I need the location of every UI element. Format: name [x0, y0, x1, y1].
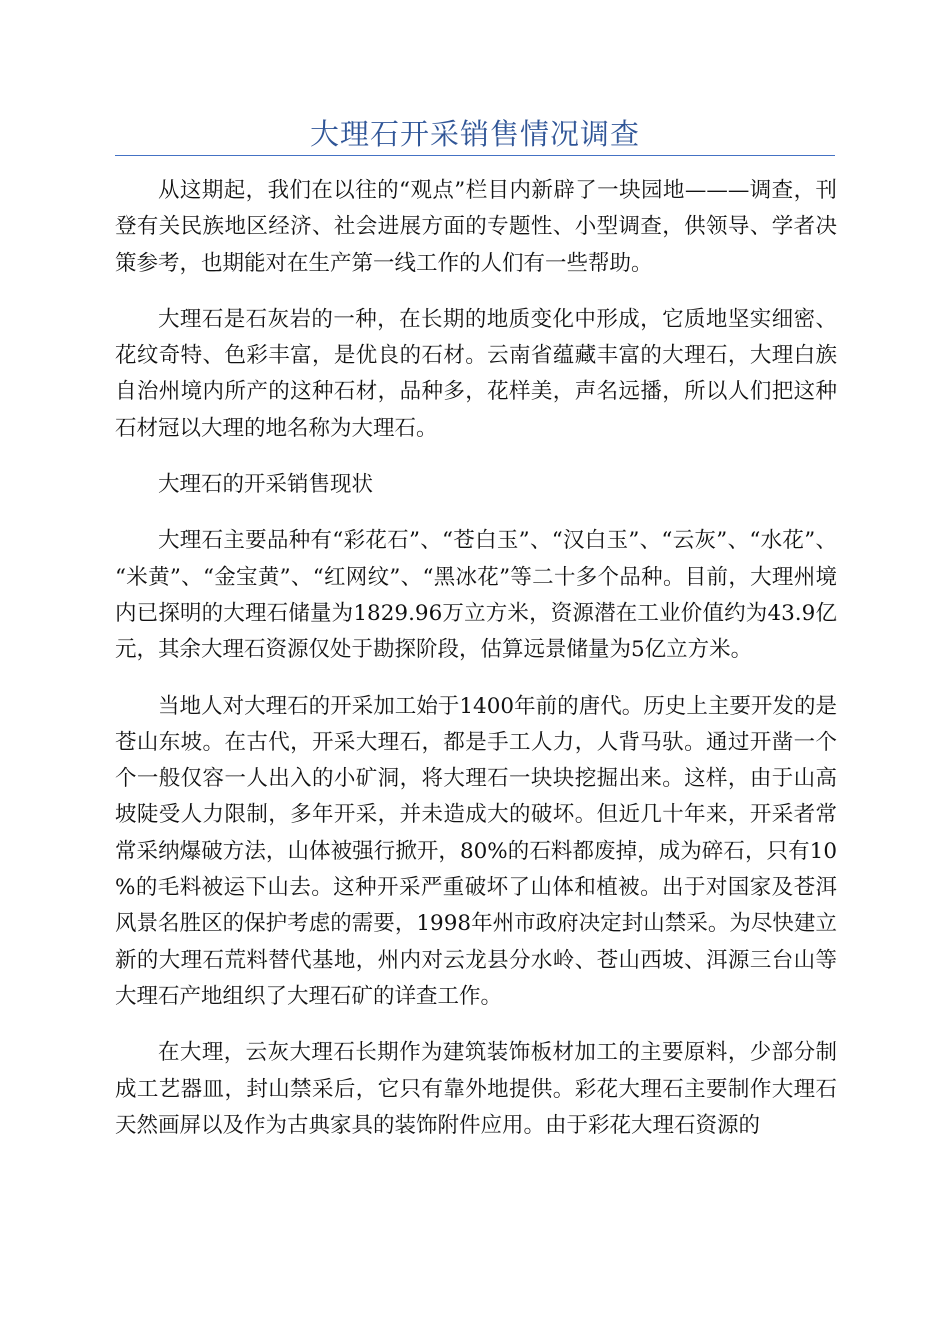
paragraph-intro: 从这期起，我们在以往的“观点”栏目内新辟了一块园地———调查，刊登有关民族地区经济、社会进展方面的专题性、小型调查，供领导、学者决策参考，也期能对在生产第一线工作的人们有一些帮助。 — [115, 178, 837, 276]
paragraph-mining-history: 当地人对大理石的开采加工始于1400年前的唐代。历史上主要开发的是苍山东坡。在古代，开采大理石，都是手工人力，人背马驮。通过开凿一个个一般仅容一人出入的小矿洞，将大理石一块块挖掘出来。这样，由于山高坡陡受人力限制，多年开采，并未造成大的破坏。但近几十年来，开采者常常采纳爆破方法，山体被强行掀开，80%的石料都废掉，成为碎石，只有10%的毛料被运下山去。这种开采严重破坏了山体和植被。出于对国家及苍洱风景名胜区的保护考虑的需要，1998年州市政府决定封山禁采。为尽快建立新的大理石荒料替代基地，州内对云龙县分水岭、苍山西坡、洱源三台山等大理石产地组织了大理石矿的详查工作。 — [115, 693, 837, 1009]
section-heading-status: 大理石的开采销售现状 — [158, 472, 374, 498]
paragraph-varieties-reserves: 大理石主要品种有“彩花石”、“苍白玉”、“汉白玉”、“云灰”、“水花”、“米黄”、“金宝黄”、“红网纹”、“黑冰花”等二十多个品种。目前，大理州境内已探明的大理石储量为1829.96万立方米，资源潜在工业价值约为43.9亿元，其余大理石资源仅处于勘探阶段，估算远景储量为5亿立方米。 — [115, 528, 837, 663]
title-underline — [115, 155, 835, 156]
paragraph-usage: 在大理，云灰大理石长期作为建筑装饰板材加工的主要原料，少部分制成工艺器皿，封山禁采后，它只有靠外地提供。彩花大理石主要制作大理石天然画屏以及作为古典家具的装饰附件应用。由于彩花大理石资源的 — [115, 1040, 837, 1138]
document-body — [115, 173, 837, 1164]
document-title: 大理石开采销售情况调查 — [309, 117, 640, 151]
paragraph-marble-description: 大理石是石灰岩的一种，在长期的地质变化中形成，它质地坚实细密、花纹奇特、色彩丰富，是优良的石材。云南省蕴藏丰富的大理石，大理白族自治州境内所产的这种石材，品种多，花样美，声名远播，所以人们把这种石材冠以大理的地名称为大理石。 — [115, 306, 837, 441]
